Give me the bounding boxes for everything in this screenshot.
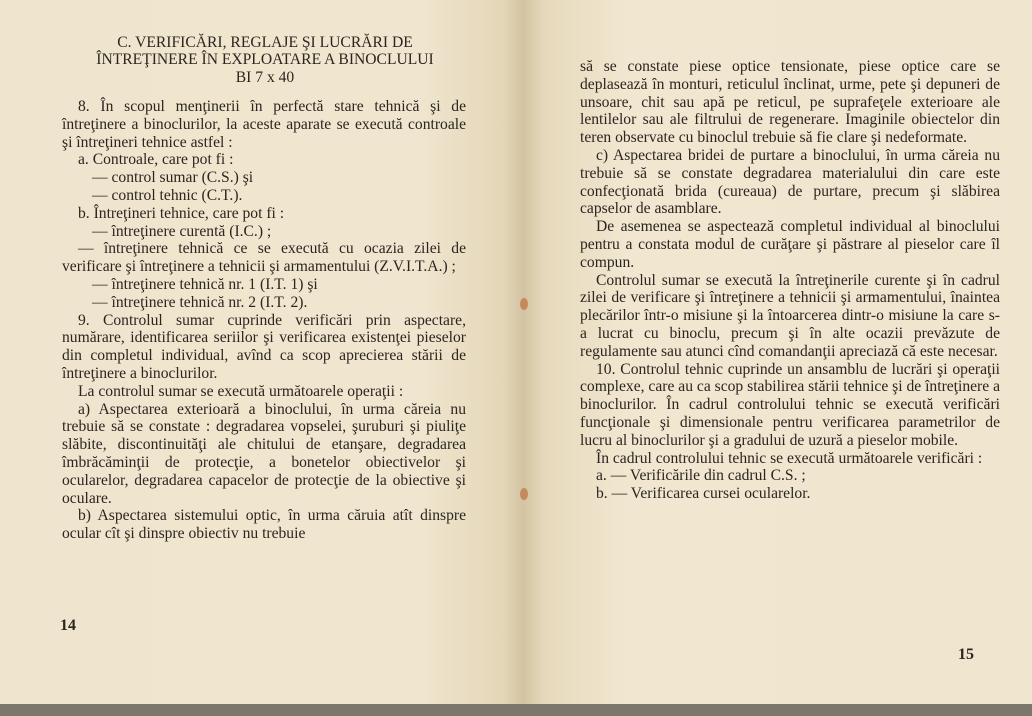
page-number-left: 14: [60, 617, 76, 634]
paragraph: c) Aspectarea bridei de purtare a binoclului, în urma căreia nu trebuie să se constate degradarea materialului din care este confecţionată brida (cureaua) de purtare, precum şi slăbirea capselor de asamblare.: [580, 146, 1000, 218]
paragraph: să se constate piese optice tensionate, piese optice care se deplasează în monturi, reticulul înclinat, urme, pete şi depuneri de unsoare, chit sau apă pe reticul, pe suprafeţele exterioare ale lentilelor sau ale filtrului de regenerare. Imaginile obiectelor din teren observate cu binoclul trebuie să fie clare şi nedeformate.: [580, 58, 1000, 147]
paragraph: b. — Verificarea cursei ocularelor.: [596, 485, 811, 503]
paragraph: a. — Verificările din cadrul C.S. ;: [596, 467, 806, 485]
paragraph: a. Controale, care pot fi :: [78, 151, 234, 169]
paragraph: În cadrul controlului tehnic se execută următoarele verificări :: [596, 449, 983, 467]
heading-line-2: ÎNTREŢINERE ÎN EXPLOATARE A BINOCLULUI: [96, 51, 434, 69]
binding-stitch: [520, 298, 528, 310]
paragraph: 10. Controlul tehnic cuprinde un ansamblu de lucrări şi operaţii complexe, care au ca scop stabilirea stării tehnice şi de întreţinere a binoclurilor. În cadrul controlului tehnic se execută verificări funcţionale şi dimensionale pentru verificarea parametrilor de lucru al binoclurilor şi a gradului de uzură a pieselor mobile.: [580, 360, 1000, 449]
paragraph: — control sumar (C.S.) şi: [92, 169, 254, 187]
paragraph: — întreţinere tehnică nr. 1 (I.T. 1) şi: [92, 275, 318, 293]
heading-line-3: BI 7 x 40: [235, 68, 295, 86]
paragraph: La controlul sumar se execută următoarele operaţii :: [78, 382, 404, 400]
paragraph: 8. În scopul menţinerii în perfectă stare tehnică şi de întreţinere a binoclurilor, la aceste aparate se execută controale şi întreţineri tehnice astfel :: [62, 98, 466, 151]
left-page: [0, 0, 524, 704]
left-page-body: [62, 98, 466, 543]
paragraph: b. Întreţineri tehnice, care pot fi :: [78, 204, 285, 222]
paragraph: — întreţinere tehnică nr. 2 (I.T. 2).: [92, 293, 308, 311]
paragraph: — întreţinere curentă (I.C.) ;: [92, 222, 272, 240]
paragraph: Controlul sumar se execută la întreţinerile curente şi în cadrul zilei de verificare şi întreţinere a tehnicii şi armamentului, înaintea plecărilor într-o misiune şi la întoarcerea dintr-o misiune la care s-a lucrat cu binoclu, precum şi în alte ocazii prevăzute de regulamente sau atunci cînd comandanţii apreciază că este necesar.: [580, 271, 1000, 360]
heading-line-1: C. VERIFICĂRI, REGLAJE ŞI LUCRĂRI DE: [117, 34, 413, 51]
page-number-right: 15: [958, 646, 974, 663]
binding-stitch: [520, 488, 528, 500]
right-page-body: [580, 58, 1000, 503]
paragraph: — întreţinere tehnică ce se execută cu ocazia zilei de verificare şi întreţinere a tehnicii şi armamentului (Z.V.I.T.A.) ;: [62, 240, 466, 276]
paragraph: — control tehnic (C.T.).: [92, 186, 243, 204]
section-heading: [60, 34, 470, 86]
right-page: [524, 0, 1032, 704]
paragraph: De asemenea se aspectează completul individual al binoclului pentru a constata modul de curăţare şi păstrare al pieselor care îl compun.: [580, 218, 1000, 271]
paragraph: 9. Controlul sumar cuprinde verificări prin aspectare, numărare, identificarea seriilor şi verificarea existenţei pieselor din completul individual, avînd ca scop aprecierea stării de întreţinere a binoclurilor.: [62, 311, 466, 382]
paragraph: a) Aspectarea exterioară a binoclului, în urma căreia nu trebuie să se constate : degradarea vopselei, şuruburi şi piuliţe slăbite, discontinuităţi ale chitului de etanşare, degradarea îmbrăcăminţii de protecţie, a bonetelor obiectivelor şi ocularelor, degradarea capacelor de protecţie de la obiective şi oculare.: [62, 400, 466, 507]
paragraph: b) Aspectarea sistemului optic, în urma căruia atît dinspre ocular cît şi dinspre obiectiv nu trebuie: [62, 507, 466, 543]
